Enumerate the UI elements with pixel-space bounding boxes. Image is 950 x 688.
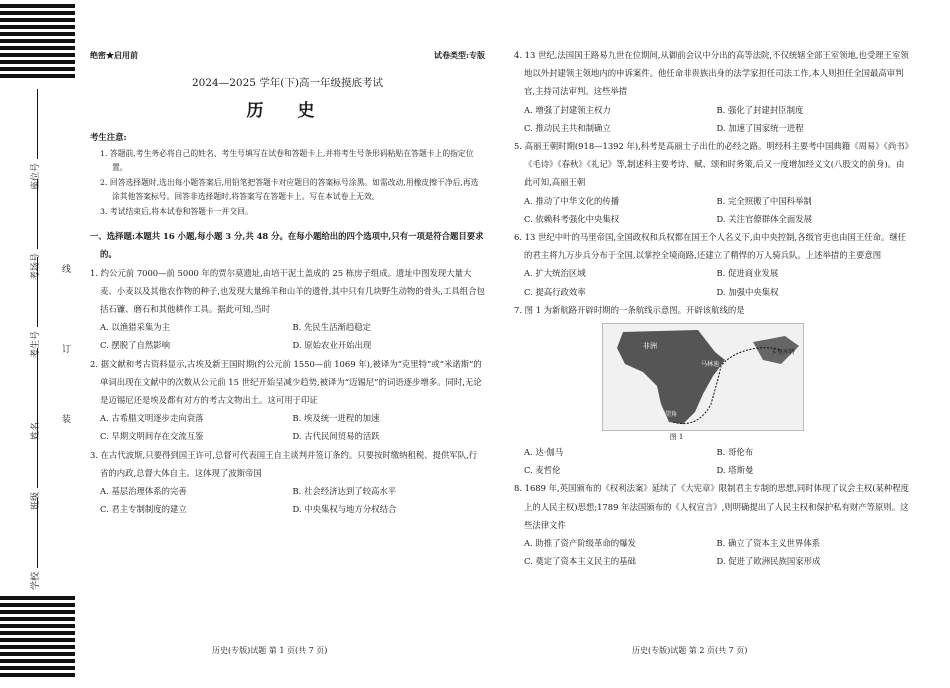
confidential-mark: 绝密★启用前 <box>90 50 138 60</box>
question-options <box>514 443 909 479</box>
option: C. 摆脱了自然影响 <box>100 340 171 351</box>
option: C. 依赖科考强化中央集权 <box>524 213 620 224</box>
africa-landmass <box>617 330 725 424</box>
question-7 <box>514 301 909 480</box>
binding-sidebar <box>0 0 78 688</box>
notice-item: 3. 考试结束后,将本试卷和答题卡一并交回。 <box>100 206 253 216</box>
exam-title: 2024—2025 学年(下)高一年级摸底考试 <box>192 77 383 89</box>
question-stem: 5. 高丽王朝时期(918—1392 年),科考是高丽士子出仕的必经之路。明经科主要考中国典籍《周易》《尚书》《毛诗》《春秋》《礼记》等,制述科主要考诗、赋、颂和时务策,后又一度增加经义文(八股文的前身)。由此可知,高丽王朝 <box>514 141 909 188</box>
question-stem: 1. 约公元前 7000—前 5000 年的贾尔莫遗址,由培干泥土盖成的 25 栋房子组成。遗址中图发现大量大麦、小麦以及其他农作物的种子,也发现大量绵羊和山羊的遗骨,其中只有几块野生动物的骨头,工具组合包括石镰、磨石和其他耕作工具。据此可知,当时 <box>90 267 485 314</box>
question-options <box>514 192 909 228</box>
question-stem: 3. 在古代波斯,只要得到国王许可,总督可代表国王自主谈判并签订条约。只要按时缴纳租税、提供军队,行省的内政,总督大体自主。这体现了波斯帝国 <box>90 449 478 478</box>
question-1 <box>90 264 485 355</box>
class-field: 班级 <box>28 350 41 510</box>
label-malindi: 马林迪 <box>701 361 720 369</box>
exam-room-field: 考场号 <box>28 120 41 280</box>
option: A. 助推了资产阶级革命的爆发 <box>524 538 636 549</box>
school-field: 学校 <box>28 430 41 590</box>
route-map <box>602 323 804 431</box>
right-page <box>514 46 909 570</box>
option: A. 古希腊文明逐步走向衰落 <box>100 413 204 424</box>
question-stem: 2. 据文献和考古资料显示,古埃及新王国时期(约公元前 1550—前 1069 年),被译为“克里特”或“米诺斯”的单词出现在文献中的次数从公元前 15 世纪开始呈减少趋势,被译为“迈锡尼”的词语逐步增多。同时,无论是迈锡尼还是埃及都有对方的考古文物出土。这可用于印证 <box>90 358 482 405</box>
question-6 <box>514 228 909 301</box>
label-cape: 好望角 <box>659 411 678 419</box>
option: D. 塔斯曼 <box>716 465 754 476</box>
option: D. 原始农业开始出现 <box>292 340 372 351</box>
option: B. 先民生活渐趋稳定 <box>292 322 371 333</box>
option: D. 加强中央集权 <box>716 286 779 297</box>
question-5 <box>514 137 909 228</box>
option: A. 达·伽马 <box>524 447 564 458</box>
subject-title: 历 史 <box>246 101 329 122</box>
seat-number-field: 座位号 <box>28 30 41 190</box>
question-4 <box>514 46 909 137</box>
map-caption: 图 1 <box>669 433 684 442</box>
option: A. 基层治理体系的完善 <box>100 485 187 496</box>
question-stem: 7. 图 1 为新航路开辟时期的一条航线示意图。开辟该航线的是 <box>514 304 745 315</box>
option: A. 增强了封建领主权力 <box>524 104 611 115</box>
name-field: 姓名 <box>28 280 41 440</box>
question-stem: 8. 1689 年,英国颁布的《权利法案》延续了《大宪章》限制君主专制的思想,同时体现了议会主权(某种程度上的人民主权)思想;1789 年法国颁布的《人权宣言》,则明确提出了人民主权和保护私有财产等原则。这些法律文件 <box>514 483 909 530</box>
notice-item: 1. 答题前,考生务必将自己的姓名、考生号填写在试卷和答题卡上,并将考生号条形码粘贴在答题卡上的指定位置。 <box>100 148 474 173</box>
binding-stripes-bottom <box>0 596 75 680</box>
option: C. 提高行政效率 <box>524 286 586 297</box>
option: A. 扩大统治区域 <box>524 268 586 279</box>
bind-char-bind: 装 <box>62 415 72 425</box>
section-heading: 一、选择题:本题共 16 小题,每小题 3 分,共 48 分。在每小题给出的四个选项中,只有一项是符合题目要求的。 <box>90 231 484 260</box>
option: A. 以渔猎采集为主 <box>100 322 170 333</box>
bind-char-line: 线 <box>62 265 72 275</box>
page-header <box>90 46 485 64</box>
option: C. 早期文明间存在交流互鉴 <box>100 431 204 442</box>
question-8 <box>514 479 909 570</box>
paper-type: 试卷类型:专版 <box>434 50 485 60</box>
option: D. 加速了国家统一进程 <box>716 122 804 133</box>
option: C. 麦哲伦 <box>524 465 561 476</box>
notice-item: 2. 回答选择题时,选出每小题答案后,用铅笔把答题卡对应题目的答案标号涂黑。如需改动,用橡皮擦干净后,再选涂其他答案标号。回答非选择题时,将答案写在答题卡上。写在本试卷上无效。 <box>100 177 479 202</box>
option: C. 推动民主共和制确立 <box>524 122 611 133</box>
option: B. 完全照搬了中国科举制 <box>716 195 812 206</box>
option: B. 强化了封建封臣制度 <box>716 104 804 115</box>
option: D. 中央集权与地方分权结合 <box>292 504 397 515</box>
option: B. 埃及统一进程的加速 <box>292 413 380 424</box>
option: B. 确立了资本主义世界体系 <box>716 538 821 549</box>
notice-title: 考生注意: <box>90 132 127 143</box>
option: B. 哥伦布 <box>716 447 754 458</box>
question-options <box>514 101 909 137</box>
question-options <box>514 534 909 570</box>
footer-page-2: 历史(专版)试题 第 2 页(共 7 页) <box>632 646 748 655</box>
question-options <box>90 409 485 445</box>
option: A. 推动了中华文化的传播 <box>524 195 620 206</box>
bind-char-staple: 订 <box>62 345 72 355</box>
footer-page-1: 历史(专版)试题 第 1 页(共 7 页) <box>212 646 328 655</box>
question-2 <box>90 355 485 446</box>
option: C. 奠定了资本主义民主的基础 <box>524 556 636 567</box>
option: D. 关注官僚群体全面发展 <box>716 213 812 224</box>
label-africa: 非洲 <box>643 342 657 351</box>
question-3 <box>90 446 485 519</box>
candidate-number-field: 考生号 <box>28 198 41 358</box>
option: B. 社会经济达到了较高水平 <box>292 485 397 496</box>
route-map-drawing <box>603 324 803 430</box>
option: D. 促进了欧洲民族国家形成 <box>716 556 821 567</box>
question-options <box>514 264 909 300</box>
left-page <box>90 46 485 518</box>
question-options <box>90 482 485 518</box>
option: D. 古代民间贸易的活跃 <box>292 431 380 442</box>
question-stem: 6. 13 世纪中叶的马里帝国,全国政权和兵权都在国王个人名义下,由中央控制,各级官吏也由国王任命。继任的君主将九万步兵分布于全国,以掌控全境商路,还建立了精悍的万人骑兵队。上述举措的主要意图 <box>514 232 907 261</box>
label-calicut: 卡里库特 <box>771 349 796 357</box>
option: C. 君主专制制度的建立 <box>100 504 187 515</box>
question-options <box>90 318 485 354</box>
option: B. 促进商业发展 <box>716 268 779 279</box>
question-stem: 4. 13 世纪,法国国王路易九世在位期间,从御前会议中分出的高等法院,不仅统辖全部王室领地,也受理王室领地以外封建领主领地内的申诉案件。他任命非贵族出身的法学家担任司法工作,本人则担任全国最高审判官,主持司法审判。这些举措 <box>514 50 909 97</box>
